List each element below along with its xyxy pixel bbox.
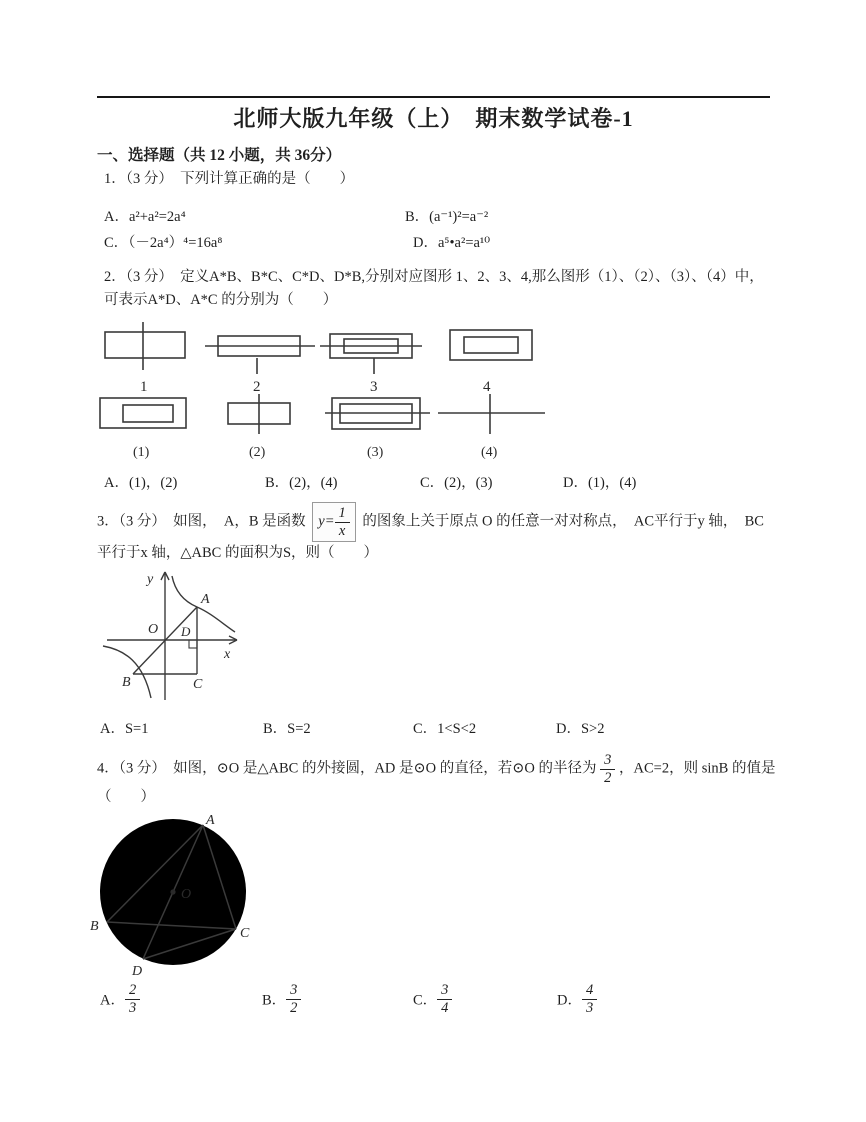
q3-fraction-numerator: 1 <box>335 505 350 523</box>
q4-option-c-numerator: 3 <box>437 982 452 1000</box>
q4-option-b-numerator: 3 <box>286 982 301 1000</box>
section-heading: 一、选择题（共 12 小题，共 36分） <box>97 147 342 164</box>
q4-option-d-fraction <box>582 982 597 1016</box>
q4-option-a-numerator: 2 <box>125 982 140 1000</box>
q2-shape4-inner-rect <box>464 337 518 353</box>
q1-option-c: C．（－2a⁴）⁴=16a⁸ <box>104 235 223 251</box>
q2-label-p2: (2) <box>249 445 266 460</box>
header-rule <box>97 96 770 98</box>
q1-option-d: D．a⁵•a²=a¹⁰ <box>413 235 491 251</box>
q2-label-p1: (1) <box>133 445 150 460</box>
q4-option-c-denominator: 4 <box>441 999 449 1016</box>
q1-option-a: A．a²+a²=2a⁴ <box>104 209 186 225</box>
q4-option-c-fraction <box>437 982 452 1016</box>
q2-option-d: D．(1)，(4) <box>563 475 637 491</box>
q4-stem <box>97 752 777 810</box>
q4-stem-text-after: ，AC=2，则 sinB 的值是（ ） <box>97 760 776 806</box>
q3-stem-text-after: 的图象上关于原点 O 的任意一对对称点， AC平行于y 轴， BC平行于x 轴，△ABC 的面积为S，则（ ） <box>97 513 764 562</box>
q3-label-y: y <box>147 572 154 587</box>
q3-fraction-denominator: x <box>338 522 346 539</box>
q2-ans1-inner-rect <box>123 405 173 422</box>
q4-label-C: C <box>240 926 250 941</box>
q4-option-d <box>557 982 597 1016</box>
q1-option-b: B．(a⁻¹)²=a⁻² <box>405 209 489 225</box>
q4-option-a <box>100 982 140 1016</box>
q2-figure-row-bottom <box>97 392 572 462</box>
q3-label-B: B <box>122 675 131 690</box>
q4-figure <box>88 814 263 982</box>
q4-label-O: O <box>181 887 192 902</box>
q3-right-angle-mark <box>189 640 197 648</box>
q4-stem-fraction-denominator: 2 <box>604 769 612 786</box>
q3-label-x: x <box>224 647 231 662</box>
q4-option-b-label: B． <box>262 992 287 1009</box>
q3-label-O: O <box>148 622 159 637</box>
q2-shape-1 <box>105 322 185 370</box>
q2-shape-4 <box>450 330 532 360</box>
q4-option-c-label: C． <box>413 992 438 1009</box>
q2-answer-shape-4 <box>438 394 545 434</box>
q2-label-p3: (3) <box>367 445 384 460</box>
q2-shape4-outer-rect <box>450 330 532 360</box>
q2-answer-shape-1 <box>100 398 186 428</box>
q2-label-1: 1 <box>140 379 148 395</box>
q4-label-D: D <box>132 964 143 979</box>
q2-stem: 2．（3 分） 定义A*B、B*C、C*D、D*B,分别对应图形 1、2、3、4,那么图形（1）、（2）、（3）、（4）中， 可表示A*D、A*C 的分别为（ ） <box>104 269 772 309</box>
q3-label-C: C <box>193 677 203 692</box>
q2-figure-row-top <box>97 318 567 396</box>
page-title: 北师大版九年级（上） 期末数学试卷-1 <box>233 106 634 131</box>
q4-center-dot <box>170 889 175 894</box>
q3-option-c: C．1<S<2 <box>413 721 477 737</box>
q3-stem-text-before: 3．（3 分） 如图， A，B 是函数 <box>97 513 306 530</box>
q4-option-c <box>413 982 452 1016</box>
q2-shape1-rect <box>105 332 185 358</box>
q2-label-3: 3 <box>370 379 378 395</box>
q4-option-d-numerator: 4 <box>582 982 597 1000</box>
q4-option-b <box>262 982 301 1016</box>
q2-option-a: A．(1)，(2) <box>104 475 178 491</box>
q2-shape-3 <box>320 334 422 374</box>
q2-label-4: 4 <box>483 379 491 395</box>
q4-stem-fraction <box>600 752 615 786</box>
q3-stem <box>97 502 777 566</box>
q4-option-a-label: A． <box>100 992 125 1009</box>
q2-shape-2 <box>205 336 315 374</box>
q4-option-b-denominator: 2 <box>290 999 298 1016</box>
q4-option-d-denominator: 3 <box>585 999 594 1016</box>
q4-stem-text-before: 4．（3 分） 如图，⊙O 是△ABC 的外接圆，AD 是⊙O 的直径，若⊙O 的半径为 <box>97 760 597 777</box>
q4-option-d-label: D． <box>557 992 582 1009</box>
q2-answer-shape-3 <box>325 398 430 429</box>
q4-label-B: B <box>90 919 99 934</box>
q4-stem-fraction-numerator: 3 <box>600 752 615 770</box>
q2-label-p4: (4) <box>481 445 498 460</box>
q2-label-2: 2 <box>253 379 261 395</box>
q2-option-c: C．(2)，(3) <box>420 475 493 491</box>
q2-option-b: B．(2)，(4) <box>265 475 338 491</box>
q3-option-a: A．S=1 <box>100 721 149 737</box>
q3-eq-prefix: y= <box>318 513 335 530</box>
q2-answer-shape-2 <box>228 394 290 434</box>
q3-option-b: B．S=2 <box>263 721 311 737</box>
q3-fraction <box>335 505 350 539</box>
q3-label-D: D <box>181 624 191 639</box>
q3-label-A: A <box>201 592 210 607</box>
q4-label-A: A <box>206 814 215 828</box>
q1-stem: 1．（3 分） 下列计算正确的是（ ） <box>104 171 355 187</box>
q3-hyperbola-branch-3 <box>103 646 151 698</box>
q4-option-a-denominator: 3 <box>128 999 137 1016</box>
q3-figure <box>95 566 265 708</box>
q4-option-b-fraction <box>286 982 301 1016</box>
q3-option-d: D．S>2 <box>556 721 605 737</box>
q3-equation-box <box>312 502 355 542</box>
q4-option-a-fraction <box>125 982 140 1016</box>
